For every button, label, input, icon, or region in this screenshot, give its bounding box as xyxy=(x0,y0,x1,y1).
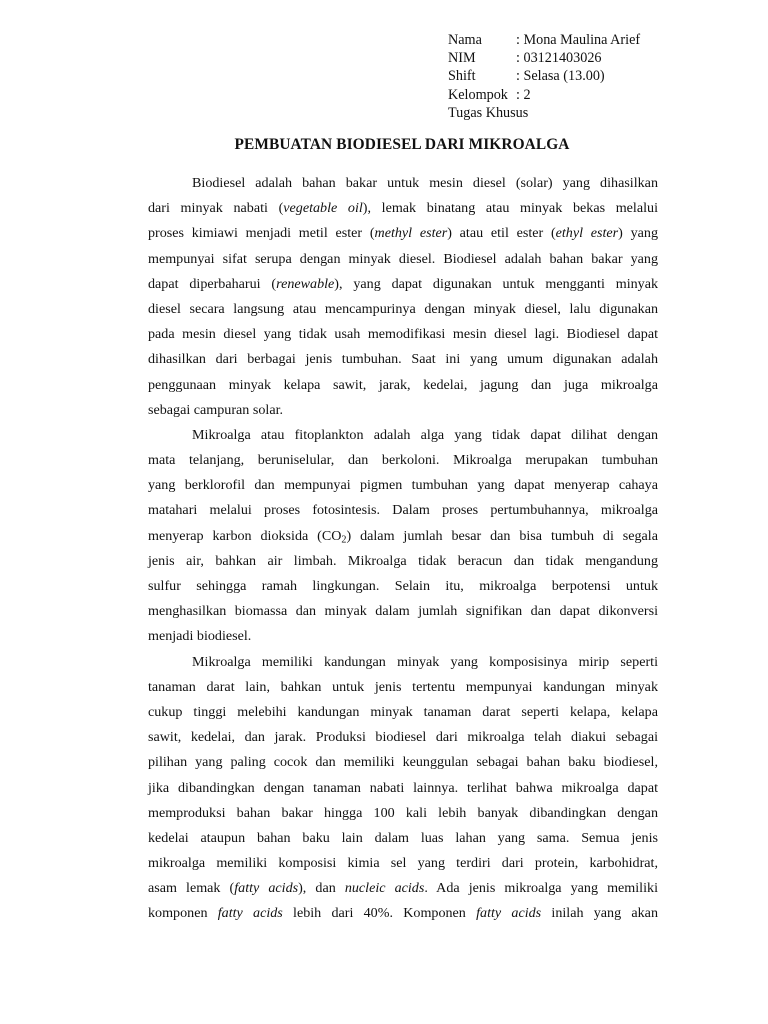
info-label: Tugas Khusus xyxy=(448,104,529,121)
text-run: memproduksi bahan bakar hingga 100 kali lebih banyak dibandingkan dengan xyxy=(148,804,658,821)
text-line xyxy=(148,171,658,196)
text-run: cukup tinggi melebihi kandungan minyak tanaman darat seperti kelapa, kelapa xyxy=(148,703,658,720)
text-run: jenis air, bahkan air limbah. Mikroalga tidak beracun dan tidak mengandung xyxy=(148,552,658,569)
text-run: mata telanjang, beruniselular, dan berkoloni. Mikroalga merupakan tumbuhan xyxy=(148,452,658,469)
text-line xyxy=(148,851,658,876)
text-run: ), yang dapat digunakan untuk mengganti minyak xyxy=(334,275,659,292)
text-run: penggunaan minyak kelapa sawit, jarak, kedelai, jagung dan juga mikroalga xyxy=(148,376,658,393)
text-line xyxy=(148,297,658,322)
text-run: menghasilkan biomassa dan minyak dalam jumlah signifikan dan dapat dikonversi xyxy=(148,603,658,620)
text-run: ) dalam jumlah besar dan bisa tumbuh di segala xyxy=(346,527,658,544)
text-line xyxy=(148,398,658,423)
italic-term: methyl ester xyxy=(374,225,448,242)
text-run: ) atau etil ester ( xyxy=(447,225,556,242)
text-run: asam lemak ( xyxy=(148,880,235,897)
text-run: ) yang xyxy=(618,225,658,242)
text-line xyxy=(148,901,658,926)
text-run: . Ada jenis mikroalga yang memiliki xyxy=(424,880,658,897)
italic-term: vegetable oil xyxy=(283,200,363,217)
text-run: dari minyak nabati ( xyxy=(148,200,284,217)
text-run: mempunyai sifat serupa dengan minyak diesel. Biodiesel adalah bahan bakar yang xyxy=(148,250,658,267)
text-line xyxy=(148,549,658,574)
info-value: : Selasa (13.00) xyxy=(516,68,605,85)
text-run: menjadi biodiesel. xyxy=(148,628,252,645)
text-line xyxy=(148,700,658,725)
italic-term: fatty acids xyxy=(217,905,283,922)
text-run: komponen xyxy=(148,905,218,922)
text-line xyxy=(148,473,658,498)
text-run: menyerap karbon dioksida (CO xyxy=(148,527,342,544)
italic-term: fatty acids xyxy=(234,880,299,897)
text-line xyxy=(148,826,658,851)
info-row xyxy=(448,49,640,67)
text-run: dapat diperbaharui ( xyxy=(148,275,277,292)
info-value: : 03121403026 xyxy=(516,50,602,67)
italic-term: renewable xyxy=(276,275,335,292)
text-run: pada mesin diesel yang tidak usah memodifikasi mesin diesel lagi. Biodiesel dapat xyxy=(148,326,658,343)
italic-term: nucleic acids xyxy=(344,880,425,897)
text-run: inilah yang akan xyxy=(541,905,658,922)
text-run: sulfur sehingga ramah lingkungan. Selain itu, mikroalga berpotensi untuk xyxy=(148,578,658,594)
info-row xyxy=(448,31,640,49)
text-run: yang berklorofil dan mempunyai pigmen tumbuhan yang dapat menyerap cahaya xyxy=(148,477,658,494)
text-line xyxy=(148,196,658,221)
document-title: PEMBUATAN BIODIESEL DARI MIKROALGA xyxy=(234,136,570,153)
text-run: ), lemak binatang atau minyak bekas melalui xyxy=(362,200,658,217)
text-run: diesel secara langsung atau mencampurinya dengan minyak diesel, lalu digunakan xyxy=(148,300,658,317)
text-line xyxy=(148,776,658,801)
text-line xyxy=(148,574,658,599)
text-run: mikroalga memiliki komposisi kimia sel yang terdiri dari protein, karbohidrat, xyxy=(148,855,658,872)
text-line xyxy=(148,624,658,649)
student-info xyxy=(448,31,640,122)
text-run: sebagai campuran solar. xyxy=(148,401,284,418)
text-run: kedelai ataupun bahan baku lain dalam luas lahan yang sama. Semua jenis xyxy=(148,829,658,846)
subscript: 2 xyxy=(341,534,347,546)
text-line xyxy=(148,750,658,775)
text-line xyxy=(148,650,658,675)
text-line xyxy=(148,675,658,700)
text-run: Mikroalga atau fitoplankton adalah alga yang tidak dapat dilihat dengan xyxy=(192,426,658,443)
document-body xyxy=(148,171,658,927)
text-line xyxy=(148,322,658,347)
text-line xyxy=(148,272,658,297)
text-line xyxy=(148,599,658,624)
italic-term: ethyl ester xyxy=(555,225,619,242)
text-run: jika dibandingkan dengan tanaman nabati lainnya. terlihat bahwa mikroalga dapat xyxy=(148,779,658,796)
text-run: Biodiesel adalah bahan bakar untuk mesin diesel (solar) yang dihasilkan xyxy=(192,175,658,191)
info-row xyxy=(448,86,640,104)
info-row xyxy=(448,67,640,85)
info-label: Kelompok xyxy=(448,86,508,103)
text-run: matahari melalui proses fotosintesis. Dalam proses pertumbuhannya, mikroalga xyxy=(148,502,658,519)
info-value: : 2 xyxy=(516,86,531,103)
text-run: sawit, kedelai, dan jarak. Produksi biodiesel dari mikroalga telah diakui sebagai xyxy=(148,729,658,746)
text-line xyxy=(148,876,658,901)
text-line xyxy=(148,524,658,549)
text-run: dihasilkan dari berbagai jenis tumbuhan. Saat ini yang umum digunakan adalah xyxy=(148,351,658,368)
text-run: proses kimiawi menjadi metil ester ( xyxy=(148,225,375,242)
text-line xyxy=(148,247,658,272)
text-run: tanaman darat lain, bahkan untuk jenis tertentu mempunyai kandungan minyak xyxy=(148,678,658,695)
text-line xyxy=(148,347,658,372)
text-run: ), dan xyxy=(298,880,345,897)
text-line xyxy=(148,423,658,448)
text-run: pilihan yang paling cocok dan memiliki keunggulan sebagai bahan baku biodiesel, xyxy=(148,754,658,771)
text-line xyxy=(148,725,658,750)
text-run: Mikroalga memiliki kandungan minyak yang komposisinya mirip seperti xyxy=(192,653,658,670)
info-row xyxy=(448,104,640,122)
text-run: lebih dari 40%. Komponen xyxy=(282,905,477,922)
text-line xyxy=(148,801,658,826)
info-label: NIM xyxy=(448,50,476,67)
text-line xyxy=(148,498,658,523)
text-line xyxy=(148,373,658,398)
info-label: Shift xyxy=(448,68,476,85)
italic-term: fatty acids xyxy=(476,905,542,922)
info-label: Nama xyxy=(448,32,482,48)
info-value: : Mona Maulina Arief xyxy=(516,32,641,48)
text-line xyxy=(148,221,658,246)
text-line xyxy=(148,448,658,473)
